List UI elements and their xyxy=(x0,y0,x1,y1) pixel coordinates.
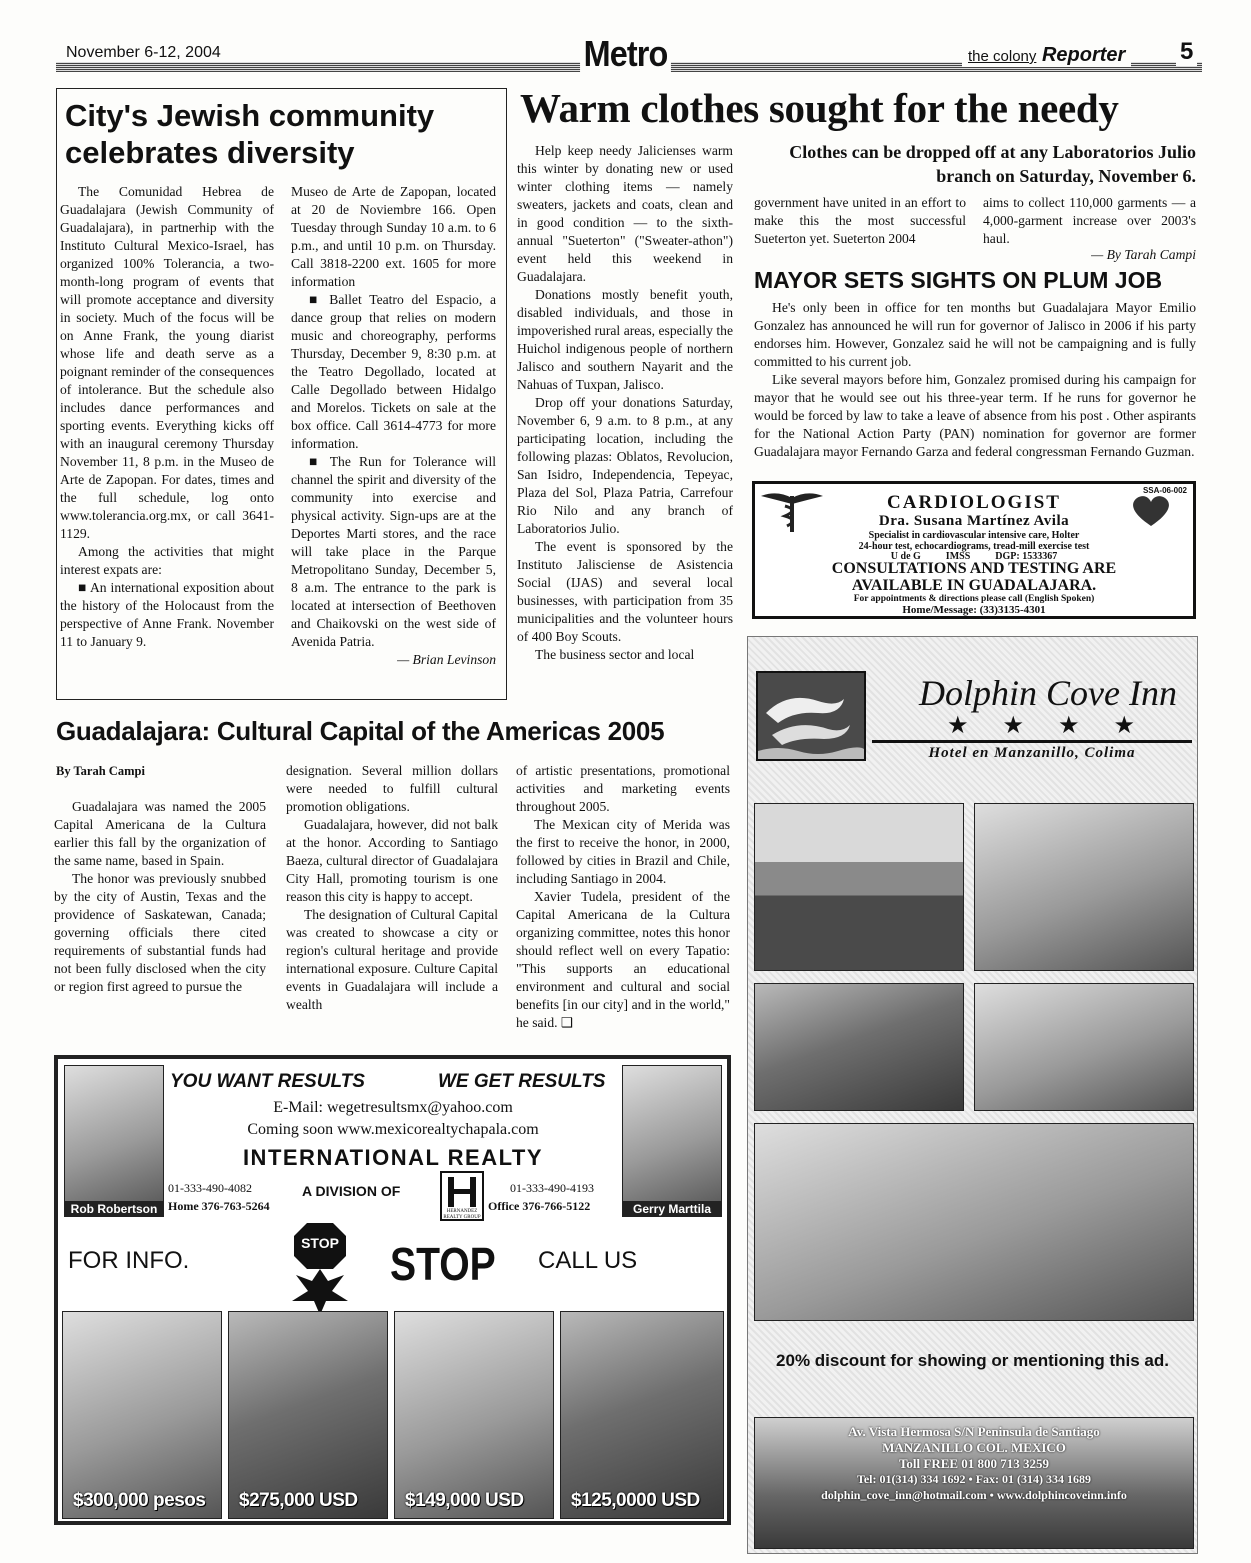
warm-paragraph: Help keep needy Jalicienses warm this winter by donating new or used winter clothing items — namely sweaters, jackets and coats, clean and in good condition — to the sixth-annual "Sueterton" ("Sweater-athon") event held this weekend in Guadalajara. xyxy=(517,143,733,284)
warm-deck: Clothes can be dropped off at any Laboratorios Julio branch on Saturday, November 6. xyxy=(789,142,1196,186)
agent-photo-rob xyxy=(64,1065,164,1213)
warm-headline: Warm clothes sought for the needy xyxy=(520,85,1119,131)
jewish-paragraph: ■ Ballet Teatro del Espacio, a dance group that relies on modern music and choreography, performs Thursday, December 9, 8:30 p.m. at the Teatro Degollado, located at Calle Degollado between Hidalgo and Morelos. Tickets on sale at the box office. Call 3614-4773 for more information. xyxy=(291,292,496,451)
hotel-bay-photo xyxy=(754,803,964,971)
issue-date: November 6-12, 2004 xyxy=(66,44,221,61)
stop-sign-icon xyxy=(288,1221,352,1317)
hotel-pool-palms-photo xyxy=(974,803,1194,971)
dolphin-tollfree: Toll FREE 01 800 713 3259 xyxy=(898,1456,1050,1471)
cardio-code: SSA-06-002 xyxy=(1142,486,1187,495)
realty-stop: STOP xyxy=(390,1238,496,1290)
dolphin-cove-ad xyxy=(747,636,1198,1554)
international-realty-ad xyxy=(54,1055,731,1525)
warm-paragraph: The business sector and local xyxy=(535,647,695,662)
culture-paragraph: Xavier Tudela, president of the Capital Americana de la Cultura organizing committee, notes this honor should reflect well on every Tapatio: "This supports an educational environment and cultural and social benefits [in our city] and in the world," he said. ❑ xyxy=(516,889,730,1030)
dolphin-address-1: Av. Vista Hermosa S/N Peninsula de Santiago xyxy=(848,1424,1100,1439)
cardio-appointments: For appointments & directions please call (English Spoken) xyxy=(853,594,1095,604)
jewish-paragraph: Among the activities that might interest expats are: xyxy=(60,544,274,577)
realty-call-us: CALL US xyxy=(538,1247,638,1274)
agent-phone-rob: 01-333-490-4082 xyxy=(168,1181,252,1195)
culture-paragraph: The Mexican city of Merida was the first to receive the honor, in 2000, followed by cities in Brazil and Chile, including Santiago in 2004. xyxy=(516,817,730,886)
hernandez-logo xyxy=(440,1171,484,1221)
culture-column-3 xyxy=(516,762,730,1032)
dolphin-web: dolphin_cove_inn@hotmail.com • www.dolphincoveinn.info xyxy=(821,1488,1127,1502)
property-price: $300,000 pesos xyxy=(73,1490,206,1511)
cardiologist-ad xyxy=(752,481,1196,619)
warm-paragraph: Drop off your donations Saturday, November 6, 9 a.m. to 8 p.m., at any participating location, including the following plazas: Oblatos, Revolucion, San Isidro, Independencia, Tepeyac, Plaza del Sol, Plaza Patria, Carrefour Rio Nilo and any branch of Laboratorios Julio. xyxy=(517,395,733,536)
hotel-beach-palms-photo xyxy=(754,983,964,1111)
cardio-line-1: Specialist in cardiovascular intensive care, Holter xyxy=(868,530,1080,541)
property-price: $275,000 USD xyxy=(239,1490,358,1511)
warm-column-3: aims to collect 110,000 garments — a 4,000-garment increase over 2003's haul. xyxy=(983,195,1196,246)
culture-paragraph: of artistic presentations, promotional activities and marketing events throughout 2005. xyxy=(516,763,730,814)
culture-paragraph: Guadalajara was named the 2005 Capital Americana de la Cultura earlier this fall by the organization of the same name, based in Spain. xyxy=(54,799,266,868)
jewish-community-article xyxy=(56,88,507,700)
agent-home-rob: Home 376-763-5264 xyxy=(168,1199,270,1213)
mayor-body xyxy=(754,299,1196,461)
dolphin-stars: ★ ★ ★ ★ xyxy=(946,713,1150,739)
warm-column-2: government have united in an effort to make this the most successful Sueterton yet. Sueterton 2004 xyxy=(754,195,966,246)
dolphin-discount: 20% discount for showing or mentioning this ad. xyxy=(776,1351,1169,1370)
dolphin-name: Dolphin Cove Inn xyxy=(919,673,1177,713)
realty-coming-soon: Coming soon www.mexicorealtychapala.com xyxy=(247,1121,539,1138)
brand-prefix: the colony xyxy=(968,48,1037,65)
realty-for-info: FOR INFO. xyxy=(68,1247,190,1274)
culture-byline: By Tarah Campi xyxy=(56,764,145,778)
hotel-room-photo xyxy=(754,1123,1194,1321)
cardio-phone: Home/Message: (33)3135-4301 xyxy=(902,604,1046,616)
jewish-headline: City's Jewish community celebrates diversity xyxy=(65,98,435,170)
hotel-pool-photo xyxy=(974,983,1194,1111)
cardio-title: CARDIOLOGIST xyxy=(887,492,1061,513)
page-number: 5 xyxy=(1176,38,1197,66)
culture-paragraph: The designation of Cultural Capital was created to showcase a city or region's cultural heritage and provide international exposure. Culture Capital events in Guadalajara will include a wealth xyxy=(286,907,498,1012)
agent-office-gerry: Office 376-766-5122 xyxy=(488,1199,591,1213)
cardio-cta-1: CONSULTATIONS AND TESTING ARE xyxy=(831,560,1117,577)
brand-name: Reporter xyxy=(1041,44,1126,66)
hernandez-logo-text: HERNANDEZ REALTY GROUP xyxy=(443,1209,481,1220)
newspaper-brand xyxy=(962,44,1131,67)
section-title: Metro xyxy=(580,34,671,74)
cardio-doctor: Dra. Susana Martínez Avila xyxy=(878,513,1070,529)
dolphin-logo xyxy=(756,671,866,761)
dolphin-icon xyxy=(758,673,864,759)
property-price: $125,0000 USD xyxy=(571,1490,700,1511)
warm-paragraph: Donations mostly benefit youth, disabled individuals, and those in impoverished rural areas, especially the Huichol indigenous people of northern Jalisco and southern Nayarit and the Nahuas of Tuxpan, Jalisco. xyxy=(517,287,733,392)
agent-name-rob: Rob Robertson xyxy=(64,1201,164,1217)
culture-paragraph: The honor was previously snubbed by the city of Austin, Texas and the providence of Saskatewan, Canada; governing officials there cited requirements of substantial funds had not been fully disclosed when the city or region first agreed to pursue the xyxy=(54,871,266,994)
dolphin-address-2: MANZANILLO COL. MEXICO xyxy=(882,1440,1066,1455)
jewish-paragraph: ■ The Run for Tolerance will channel the spirit and diversity of the community into exercise and physical activity. Sign-ups are at the Deportes Marti stores, and the race will take place in the Parque Metropolitano Sunday, December 5, 8 a.m. The entrance to the park is located at intersection of Beethoven and Chaikovski on the west side of Avenida Patria. xyxy=(291,454,496,649)
dolphin-subtitle: Hotel en Manzanillo, Colima xyxy=(928,745,1136,761)
culture-column-1 xyxy=(54,798,266,996)
dolphin-divider xyxy=(872,740,1192,743)
warm-paragraph: The event is sponsored by the Instituto Jalisciense de Asistencia Social (IJAS) and several local businesses, with participation from 35 municipalities and the volunteer hours of 400 Boy Scouts. xyxy=(517,539,733,644)
culture-column-2 xyxy=(286,762,498,1014)
mayor-paragraph: Like several mayors before him, Gonzalez promised during his campaign for mayor that he would see out his three-year term. If he runs for governor he would be forced by law to take a leave of absence from his post . Other aspirants for the National Action Party (PAN) nomination for governor are former Guadalajara mayor Fernando Garza and federal congressman Fernando Guzman. xyxy=(754,372,1196,459)
dolphin-tel: Tel: 01(314) 334 1692 • Fax: 01 (314) 334 1689 xyxy=(856,1472,1092,1486)
jewish-column-2 xyxy=(291,183,496,669)
warm-column-1 xyxy=(517,142,733,664)
realty-slogan-1: YOU WANT RESULTS xyxy=(170,1071,365,1092)
mayor-headline: MAYOR SETS SIGHTS ON PLUM JOB xyxy=(754,267,1163,293)
property-price: $149,000 USD xyxy=(405,1490,524,1511)
culture-headline: Guadalajara: Cultural Capital of the Americas 2005 xyxy=(56,716,665,746)
warm-byline: — By Tarah Campi xyxy=(1091,247,1196,262)
realty-division: A DIVISION OF xyxy=(302,1183,401,1199)
agent-phone-gerry: 01-333-490-4193 xyxy=(510,1181,594,1195)
realty-company: INTERNATIONAL REALTY xyxy=(242,1145,544,1170)
hernandez-h-icon xyxy=(448,1177,476,1207)
realty-email: E-Mail: wegetresultsmx@yahoo.com xyxy=(273,1099,513,1116)
culture-paragraph: Guadalajara, however, did not balk at the honor. According to Santiago Baeza, cultural director of Guadalajara City Hall, promoting tourism is one reason this city is happy to accept. xyxy=(286,817,498,904)
jewish-column-1 xyxy=(60,183,274,651)
culture-paragraph: designation. Several million dollars were needed to fulfill cultural promotion obligations. xyxy=(286,763,498,814)
property-photo-2 xyxy=(228,1311,388,1519)
jewish-paragraph: Museo de Arte de Zapopan, located at 20 de Noviembre 166. Open Tuesday through Sunday 10 a.m. to 6 p.m., and until 10 p.m. on Thursday. Call 3818-2200 ext. 1605 for more information xyxy=(291,184,496,289)
cardio-line-3: U de G IMSS DGP: 1533367 xyxy=(890,551,1058,562)
jewish-paragraph: ■ An international exposition about the history of the Holocaust from the perspective of Anne Frank. November 11 to January 9. xyxy=(60,580,274,649)
realty-slogan-2: WE GET RESULTS xyxy=(438,1071,606,1092)
stop-sign-text: STOP xyxy=(301,1235,339,1251)
jewish-byline: — Brian Levinson xyxy=(397,652,496,667)
cardio-line-2: 24-hour test, echocardiograms, tread-mill exercise test xyxy=(858,541,1090,552)
jewish-paragraph: The Comunidad Hebrea de Guadalajara (Jewish Community of Guadalajara), in partnerhip with the Instituto Cultural Mexico-Israel, has organized 100% Tolerancia, a two-month-long program of events that will promote acceptance and diversity in society. Much of the focus will be on Anne Frank, the young diarist whose life and death serve as a poignant reminder of the consequences of intolerance. But the schedule also includes dance performances and sporting events. Everything kicks off with an inaugural ceremony Thursday November 11, 8 p.m. in the Museo de Arte de Zapopan. For dates, times and the full schedule, log onto www.tolerancia.org.mx, or call 3641-1129. xyxy=(60,184,274,541)
cardio-cta-2: AVAILABLE IN GUADALAJARA. xyxy=(851,577,1097,594)
dolphin-contact-panel xyxy=(754,1417,1194,1549)
property-photo-3 xyxy=(394,1311,554,1519)
property-photo-4 xyxy=(560,1311,724,1519)
property-photo-1 xyxy=(62,1311,222,1519)
agent-photo-gerry xyxy=(622,1065,722,1213)
mayor-paragraph: He's only been in office for ten months but Guadalajara Mayor Emilio Gonzalez has announced he will run for governor of Jalisco in 2006 if his party endorses him. However, Gonzalez said he will not be campaigning and is fully committed to his current job. xyxy=(754,300,1196,369)
agent-name-gerry: Gerry Marttila xyxy=(622,1201,722,1217)
